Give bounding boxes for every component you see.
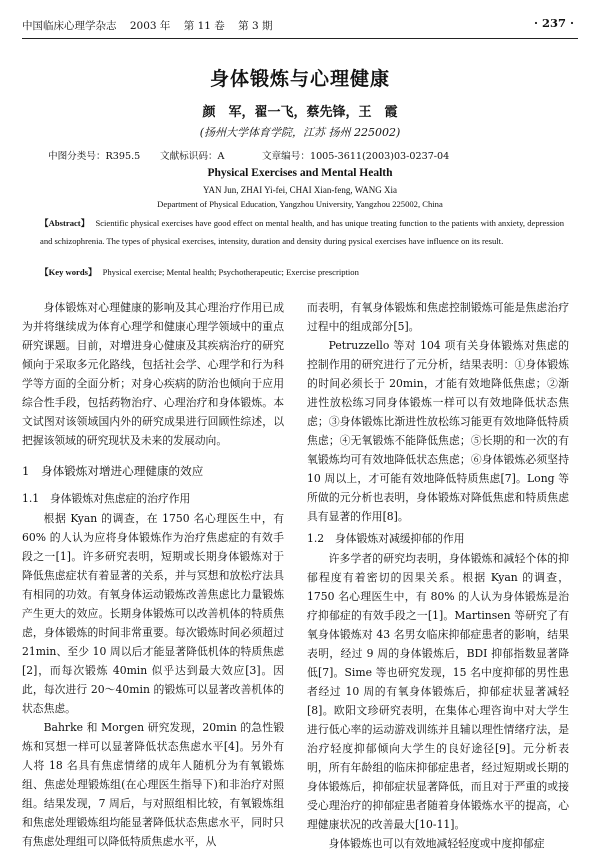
abstract-label: 【Abstract】 (40, 218, 90, 228)
keywords-label: 【Key words】 (40, 267, 97, 277)
body-column-right (307, 298, 569, 853)
header-rule (22, 38, 578, 39)
anxiety-paragraph-2: Bahrke 和 Morgen 研究发现，20min 的急性锻炼和冥想一样可以显著降低状态焦虑水平[4]。另外有人将 18 名具有焦虑情绪的成年人随机分为有氧锻炼组、焦虑处理锻炼组(在心理医生指导下)和非治疗对照组。结果发现，7 周后，与对照组相比较，有氧锻炼组和焦虑处理锻炼组均能显著降低状态焦虑水平，同时只有焦虑处理组可以降低特质焦虑水平，从 (22, 721, 284, 848)
anxiety-paragraph-1: 根据 Kyan 的调查，在 1750 名心理医生中，有 60% 的人认为应将身体锻炼作为治疗焦虑症的有效手段之一[1]。许多研究表明，短期或长期身体锻炼对于降低焦虑症状有着显著的关系，并与冥想和放松疗法具有相同的功效。有氧身体运动锻炼改善焦虑比力量锻炼产生更大的效应。长期身体锻炼可以改善机体的特质焦虑，身体锻炼的时间非常重要。每次锻炼时间必须超过 21min、至少 10 周以后才能显著降低机体的特质焦虑[2]，而每次锻炼 40min 似乎达到最大效应[3]。因此，每次进行 20～40min 的锻炼可以显著改善机体的状态焦虑。 (22, 512, 284, 715)
keywords (40, 266, 564, 278)
subsection-heading-1-1: 1.1 身体锻炼对焦虑症的治疗作用 (22, 492, 191, 505)
depression-paragraph-2: 身体锻炼也可以有效地减轻轻度或中度抑郁症 (328, 837, 545, 850)
body-column-left (22, 298, 284, 851)
running-head (22, 18, 283, 33)
journal-name: 中国临床心理学杂志 (22, 20, 117, 32)
document-code: 文献标识码：A (160, 151, 225, 162)
english-title: Physical Exercises and Mental Health (207, 167, 393, 179)
intro-paragraph: 身体锻炼对心理健康的影响及其心理治疗作用已成为并将继续成为体育心理学和健康心理学领域中的重点研究课题。目前，对增进身心健康及其疾病治疗的研究倾向于采取多元化路线，包括社会学、心理学和行为科学等方面的全面分析；对身心疾病的防治也倾向于应用综合性手段，包括药物治疗、心理治疗和身体锻炼。本文试图对该领域国内外的研究成果进行回顾性综述，以把握该领域的研究现状及未来的发展动向。 (22, 301, 284, 447)
subsection-heading-1-2: 1.2 身体锻炼对减缓抑郁的作用 (307, 532, 465, 545)
article-title: 身体锻炼与心理健康 (209, 68, 390, 90)
keywords-text: Physical exercise; Mental health; Psychotherapeutic; Exercise prescription (102, 267, 359, 277)
article-number: 文章编号：1005-3611(2003)03-0237-04 (262, 151, 450, 162)
journal-volume: 第 11 卷 (183, 20, 225, 32)
english-abstract (40, 215, 564, 250)
journal-year: 2003 年 (129, 20, 171, 32)
clc-number: 中图分类号：R395.5 (48, 151, 141, 162)
english-authors: YAN Jun, ZHAI Yi-fei, CHAI Xian-feng, WANG Xia (203, 185, 397, 195)
abstract-text: Scientific physical exercises have good effect on mental health, and has unique treating function to the patients with anxiety, depression and schizophrenia. The types of physical exercises, intensity, duration and density during pysical exercises have influence on its result. (40, 218, 564, 246)
article-affiliation: (扬州大学体育学院，江苏 扬州 225002) (199, 126, 401, 139)
anxiety-paragraph-2-cont: 而表明，有氧身体锻炼和焦虑控制锻炼可能是焦虑治疗过程中的组成部分[5]。 (307, 301, 569, 333)
page-number: · 237 · (533, 16, 574, 30)
english-department: Department of Physical Education, Yangzhou University, Yangzhou 225002, China (157, 199, 443, 209)
journal-issue: 第 3 期 (238, 20, 273, 32)
meta-analysis-paragraph: Petruzzello 等对 104 项有关身体锻炼对焦虑的控制作用的研究进行了元分析，结果表明：①身体锻炼的时间必须长于 20min，才能有效地降低焦虑；②渐进性放松练习同身体锻炼一样可以有效地降低状态焦虑；③身体锻炼比渐进性放松练习能更有效地降低特质焦虑；④无氧锻炼不能降低焦虑；⑤长期的和一次的有氧锻炼均可有效地降低状态焦虑；⑥身体锻炼必须坚持 10 周以上，才可能有效地降低特质焦虑[7]。Long 等所做的元分析也表明，身体锻炼对降低焦虑和特质焦虑具有显著的作用[8]。 (307, 339, 569, 523)
depression-paragraph-1: 许多学者的研究均表明，身体锻炼和减轻个体的抑郁程度有着密切的因果关系。根据 Kyan 的调查，1750 名心理医生中，有 80% 的人认为身体锻炼是治疗抑郁症的有效手段之一[1]。Martinsen 等研究了有氧身体锻炼对 43 名男女临床抑郁症患者的影响，结果表明，经过 9 周的身体锻炼后，BDI 抑郁指数显著降低[7]。Sime 等也研究发现，15 名中度抑郁的男性患者经过 10 周的有氧身体锻炼后，抑郁症状显著减轻[8]。欧阳文珍研究表明，在集体心理咨询中对大学生进行低心率的运动游戏训练并且辅以理性情绪疗法，是治疗轻度抑郁倾向大学生的良好途径[9]。元分析表明，所有年龄组的临床抑郁症患者，经过短期或长期的身体锻炼后，抑郁症状显著降低，而且对于严重的或接受心理治疗的抑郁症患者随着身体锻炼水平的提高，心理健康状况的改善最大[10-11]。 (307, 552, 569, 831)
section-heading-1: 1 身体锻炼对增进心理健康的效应 (22, 464, 204, 478)
article-authors: 颜 军，翟一飞，蔡先锋，王 霞 (202, 105, 398, 120)
